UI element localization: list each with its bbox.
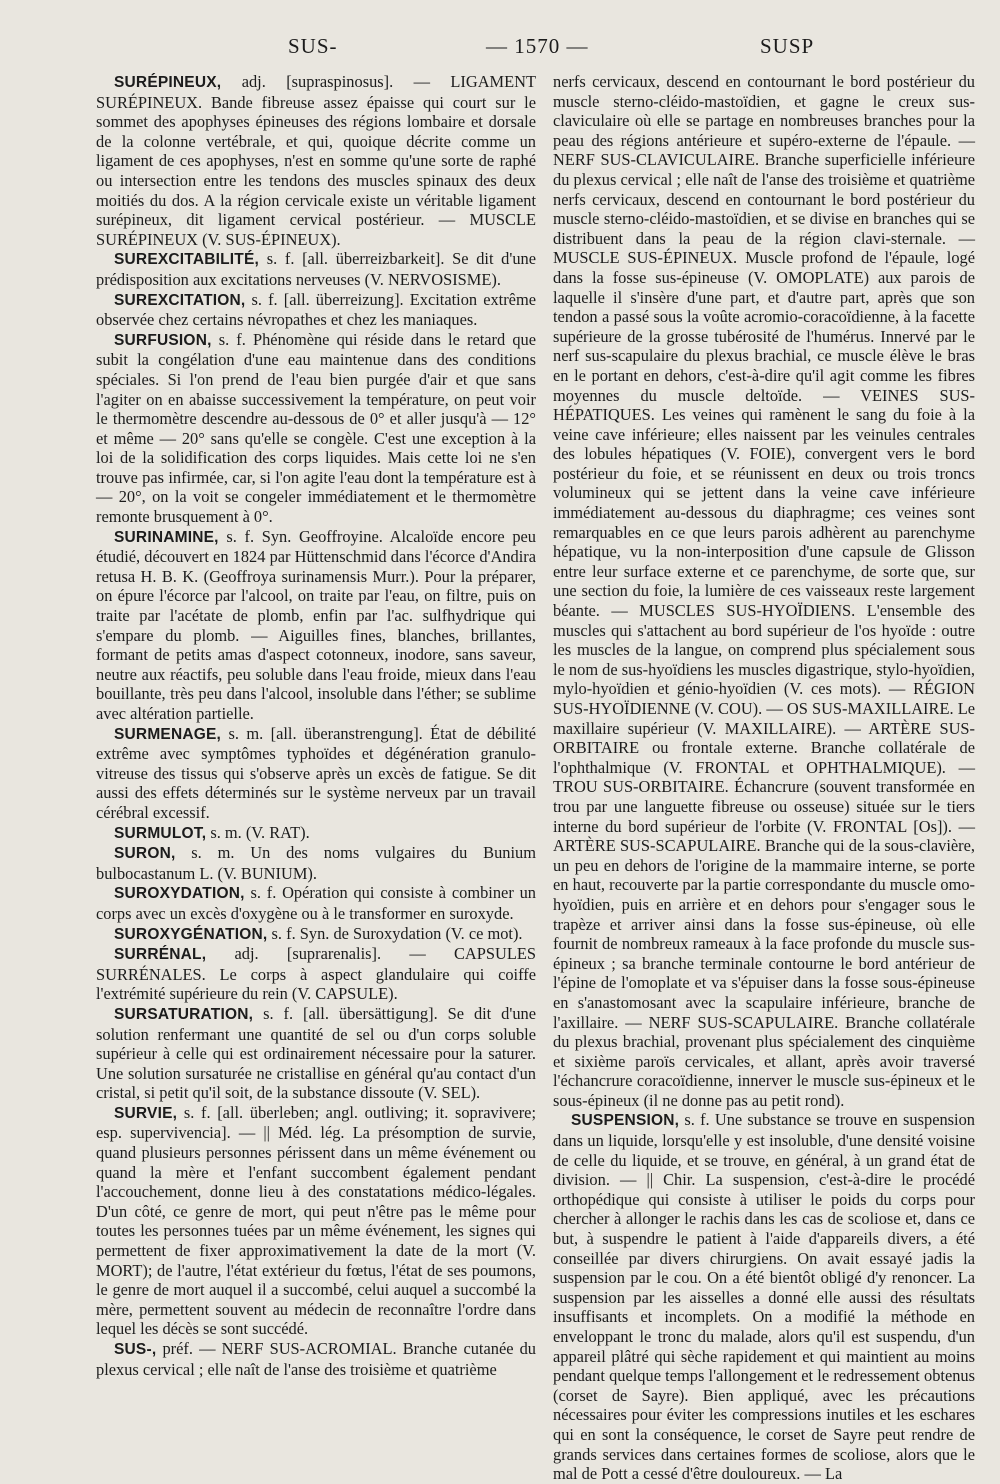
entry-text: s. f. [all. überreizung]. Excitation extrême observée chez certains névropathes et chez les maniaques. — [96, 289, 536, 330]
entry-text: s. f. [all. übersättigung]. Se dit d'une solution renfermant une quantité de sel ou d'un corps soluble supérieur à celle qui est ordinairement nécessaire pour la saturer. Une solution sursaturée ne cristallise en général qu'au contact d'un cristal, si petit qu'il soit, de la substance dissoute (V. SEL). — [96, 1003, 536, 1103]
entry-text: s. f. Syn. de Suroxydation (V. ce mot). — [271, 923, 523, 943]
dictionary-entry — [96, 330, 536, 527]
dictionary-entry — [96, 823, 536, 844]
right-column — [553, 72, 975, 1484]
entry-headword: SUREXCITATION, — [114, 291, 246, 309]
entry-text: s. f. Opération qui consiste à combiner un corps avec un excès d'oxygène ou à le transformer en suroxyde. — [96, 883, 536, 923]
entry-text: adj. [supraspinosus]. — LIGAMENT SURÉPINEUX. Bande fibreuse assez épaisse qui court sur le sommet des apophyses épineuses des régions lombaire et dorsale de la colonne vertébrale, et qui, quoique décrite comme un ligament de ces apophyses, n'est en somme qu'une sorte de raphé ou intersection entre les tendons des muscles spinaux des deux moitiés du dos. A la région cervicale existe un véritable ligament surépineux, dit ligament cervical postérieur. — MUSCLE SURÉPINEUX (V. SUS-ÉPINEUX). — [96, 72, 536, 249]
header-left-guideword: SUS- — [288, 34, 338, 58]
entry-headword: SUS-, — [114, 1341, 157, 1358]
entry-headword: SURÉPINEUX, — [114, 74, 222, 91]
dictionary-entry — [96, 924, 536, 945]
entry-headword: SUSPENSION, — [571, 1112, 680, 1130]
dictionary-entry — [553, 1110, 975, 1483]
entry-text: s. m. [all. überanstrengung]. État de débilité extrême avec symptômes typhoïdes et dégénération granulo-vitreuse des tissus qui s'observe après un excès de fatigue. Se dit aussi des effets déterminés sur le système nerveux par un travail cérébral excessif. — [96, 723, 536, 822]
entry-headword: SURINAMINE, — [114, 528, 219, 546]
entry-text: s. f. Syn. Geoffroyine. Alcaloïde encore peu étudié, découvert en 1824 par Hüttenschmid dans l'écorce d'Andira retusa H. B. K. (Geoffroya surinamensis Murr.). Pour la préparer, on épure l'écorce par l'alcool, on traite par l'eau, on filtre, puis on traite par l'acétate de plomb, enfin par l'ac. sulfhydrique qui s'empare du plomb. — Aiguilles fines, blanches, brillantes, formant de petits amas d'aspect cotonneux, inodore, sans saveur, neutre aux réactifs, peu soluble dans l'eau froide, mieux dans l'eau bouillante, très peu dans l'alcool, insoluble dans l'éther; se sublime avec altération partielle. — [96, 526, 536, 723]
dictionary-entry — [96, 249, 536, 289]
dictionary-entry — [96, 1004, 536, 1103]
page-number: — 1570 — — [486, 34, 589, 58]
entry-headword: SURON, — [114, 845, 176, 863]
dictionary-entry — [553, 72, 975, 1110]
entry-headword: SUREXCITABILITÉ, — [114, 251, 260, 269]
dictionary-entry — [96, 843, 536, 883]
entry-headword: SURRÉNAL, — [114, 946, 207, 964]
entry-text: s. m. Un des noms vulgaires du Bunium bulbocastanum L. (V. BUNIUM). — [96, 843, 536, 883]
entry-text: nerfs cervicaux, descend en contournant le bord postérieur du muscle sterno-cléido-mastoïdien, et gagne le creux sus-claviculaire où elle se partage en nombreuses branches pour la peau des régions antérieure et supéro-externe de l'épaule. — NERF SUS-CLAVICULAIRE. Branche superficielle inférieure du plexus cervical ; elle naît de l'anse des troisième et quatrième nerfs cervicaux, descend en contournant le bord postérieur du muscle sterno-cléido-mastoïdien, et se divise en branches qui se distribuent dans la peau de la région clavi-sternale. — MUSCLE SUS-ÉPINEUX. Muscle profond de l'épaule, logé dans la fosse sus-épineuse (V. OMOPLATE) aux parois de laquelle il s'insère d'une part, et d'autre part, après que son tendon a passé sous la voûte acromio-coracoïdienne, à la facette supérieure de la grosse tubérosité de l'humérus. Innervé par le nerf sus-scapulaire du plexus brachial, ce muscle élève le bras en le portant en dehors, c'est-à-dire qu'il agit comme les fibres moyennes du muscle deltoïde. — VEINES SUS-HÉPATIQUES. Les veines qui ramènent le sang du foie à la veine cave inférieure; elles naissent par les veinules centrales des lobules hépatiques (V. FOIE), convergent vers le bord postérieur du foie, et se réunissent en deux ou trois troncs volumineux qui se jettent dans la veine cave inférieure immédiatement au-dessous du diaphragme; ces veines sont remarquables en ce que leurs parois adhèrent au parenchyme hépatique, vu la non-interposition d'une capsule de Glisson entre leur surface externe et ce parenchyme, de sorte que, sur une section du foie, la lumière de ces vaisseaux reste largement béante. — MUSCLES SUS-HYOÏDIENS. L'ensemble des muscles qui s'attachent au bord supérieur de l'os hyoïde : outre les muscles de la langue, on comprend plus spécialement sous le nom de sus-hyoïdiens les muscles digastrique, stylo-hyoïdien, mylo-hyoïdien et génio-hyoïdien (V. ces mots). — RÉGION SUS-HYOÏDIENNE (V. COU). — OS SUS-MAXILLAIRE. Le maxillaire supérieur (V. MAXILLAIRE). — ARTÈRE SUS-ORBITAIRE ou frontale externe. Branche collatérale de l'ophthalmique (V. FRONTAL et OPHTHALMIQUE). — TROU SUS-ORBITAIRE. Échancrure (souvent transformée en trou par une languette fibreuse ou osseuse) située sur le tiers interne du bord supérieur de l'orbite (V. FRONTAL [Os]). — ARTÈRE SUS-SCAPULAIRE. Branche qui de la sous-clavière, un peu en dehors de l'origine de la mammaire interne, se porte en haut, recouverte par la partie correspondante du muscle omo-hyoïdien, puis en arrière et en dehors pour s'engager sous le trapèze et arriver ainsi dans la fosse sus-épineuse, où elle fournit de nombreux rameaux à la face profonde du muscle sus-épineux ; sa branche terminale contourne le bord antérieur de l'épine de l'omoplate et va s'épuiser dans la fosse sous-épineuse en s'anastomosant avec la scapulaire inférieure, branche de l'axillaire. — NERF SUS-SCAPULAIRE. Branche collatérale du plexus brachial, provenant plus spécialement des cinquième et sixième paroïs cervicales, et allant, après avoir traversé l'échancrure coracoïdienne, innerver le muscle sus-épineux et le sous-épineux (il ne donne pas au petit rond). — [553, 72, 976, 1110]
entry-text: s. f. Phénomène qui réside dans le retard que subit la congélation d'une eau maintenue dans des conditions spéciales. Si l'on prend de l'eau bien purgée d'air et que sans l'agiter on en abaisse successivement la température, on peut voir le thermomètre descendre au-dessous de 0° et aller jusqu'à — 12° et même — 20° sans qu'elle se congèle. C'est une exception à la loi de la solidification des corps liquides. Mais cette loi ne s'en trouve pas infirmée, car, si l'on agite l'eau dont la température est à — 20°, on la voit se congeler immédiatement et le thermomètre remonte brusquement à 0°. — [96, 329, 536, 527]
dictionary-entry — [96, 527, 536, 724]
dictionary-entry — [96, 944, 536, 1004]
header-right-guideword: SUSP — [760, 34, 815, 58]
dictionary-entry — [96, 1103, 536, 1339]
entry-text: s. f. Une substance se trouve en suspension dans un liquide, lorsqu'elle y est insoluble, d'une densité voisine de celle du liquide, et se trouve, en général, à un grand état de division. — || Chir. La suspension, c'est-à-dire le procédé orthopédique qui consiste à utiliser le poids du corps pour chercher à allonger le rachis dans les cas de scoliose et, dans ce but, à suspendre le patient à l'aide d'appareils divers, a été conseillée par divers chirurgiens. On avait essayé jadis la suspension par le cou. On a été bientôt obligé d'y renoncer. La suspension par les aisselles a donné elle aussi des résultats insuffisants et incomplets. On a modifié la méthode en enveloppant le tronc du malade, alors qu'il est suspendu, d'un appareil plâtré qui sèche rapidement et qui maintient au moins pendant quelque temps l'allongement et le redressement obtenus (corset de Sayre). Bien appliqué, avec les précautions nécessaires pour éviter les compressions inutiles et les eschares qui en sont la conséquence, le corset de Sayre peut rendre de grands services dans certaines formes de scoliose, alors que le mal de Pott a cessé d'être douloureux. — La — [553, 1110, 975, 1484]
entry-text: adj. [suprarenalis]. — CAPSULES SURRÉNALES. Le corps à aspect glandulaire qui coiffe l'extrémité supérieure du rein (V. CAPSULE). — [96, 944, 536, 1004]
left-column — [96, 72, 536, 1379]
dictionary-entry — [96, 883, 536, 923]
entry-headword: SURMENAGE, — [114, 725, 222, 743]
entry-text: s. m. (V. RAT). — [210, 822, 310, 842]
dictionary-entry — [96, 72, 536, 249]
entry-headword: SUROXYGÉNATION, — [114, 925, 268, 943]
dictionary-entry — [96, 724, 536, 823]
entry-headword: SURMULOT, — [114, 824, 207, 842]
entry-text: préf. — NERF SUS-ACROMIAL. Branche cutanée du plexus cervical ; elle naît de l'anse des troisième et quatrième — [96, 1339, 536, 1379]
entry-headword: SUROXYDATION, — [114, 885, 245, 903]
running-header — [0, 34, 1000, 64]
entry-headword: SURVIE, — [114, 1104, 178, 1122]
dictionary-entry — [96, 1339, 536, 1379]
entry-headword: SURSATURATION, — [114, 1005, 254, 1023]
entry-headword: SURFUSION, — [114, 331, 212, 349]
entry-text: s. f. [all. überleben; angl. outliving; it. sopravivere; esp. supervivencia]. — || Méd. lég. La présomption de survie, quand plusieurs personnes périssent dans un même événement ou quand la mère et l'enfant succombent également pendant l'accouchement, donne lieu à des constatations médico-légales. D'un côté, ce genre de mort, qui peut n'être pas le même pour toutes les personnes tuées par un même événement, les signes qui permettent de fixer approximativement la date de la mort (V. MORT); de l'autre, l'état extérieur du fœtus, l'état de ses poumons, le genre de mort auquel il a succombé, celui auquel a succombé la mère, permettent souvent au médecin de reconnaître l'ordre dans lequel les décès se sont succédé. — [96, 1102, 536, 1339]
entry-text: s. f. [all. überreizbarkeit]. Se dit d'une prédisposition aux excitations nerveuses (V. NERVOSISME). — [96, 249, 536, 289]
dictionary-entry — [96, 290, 536, 330]
